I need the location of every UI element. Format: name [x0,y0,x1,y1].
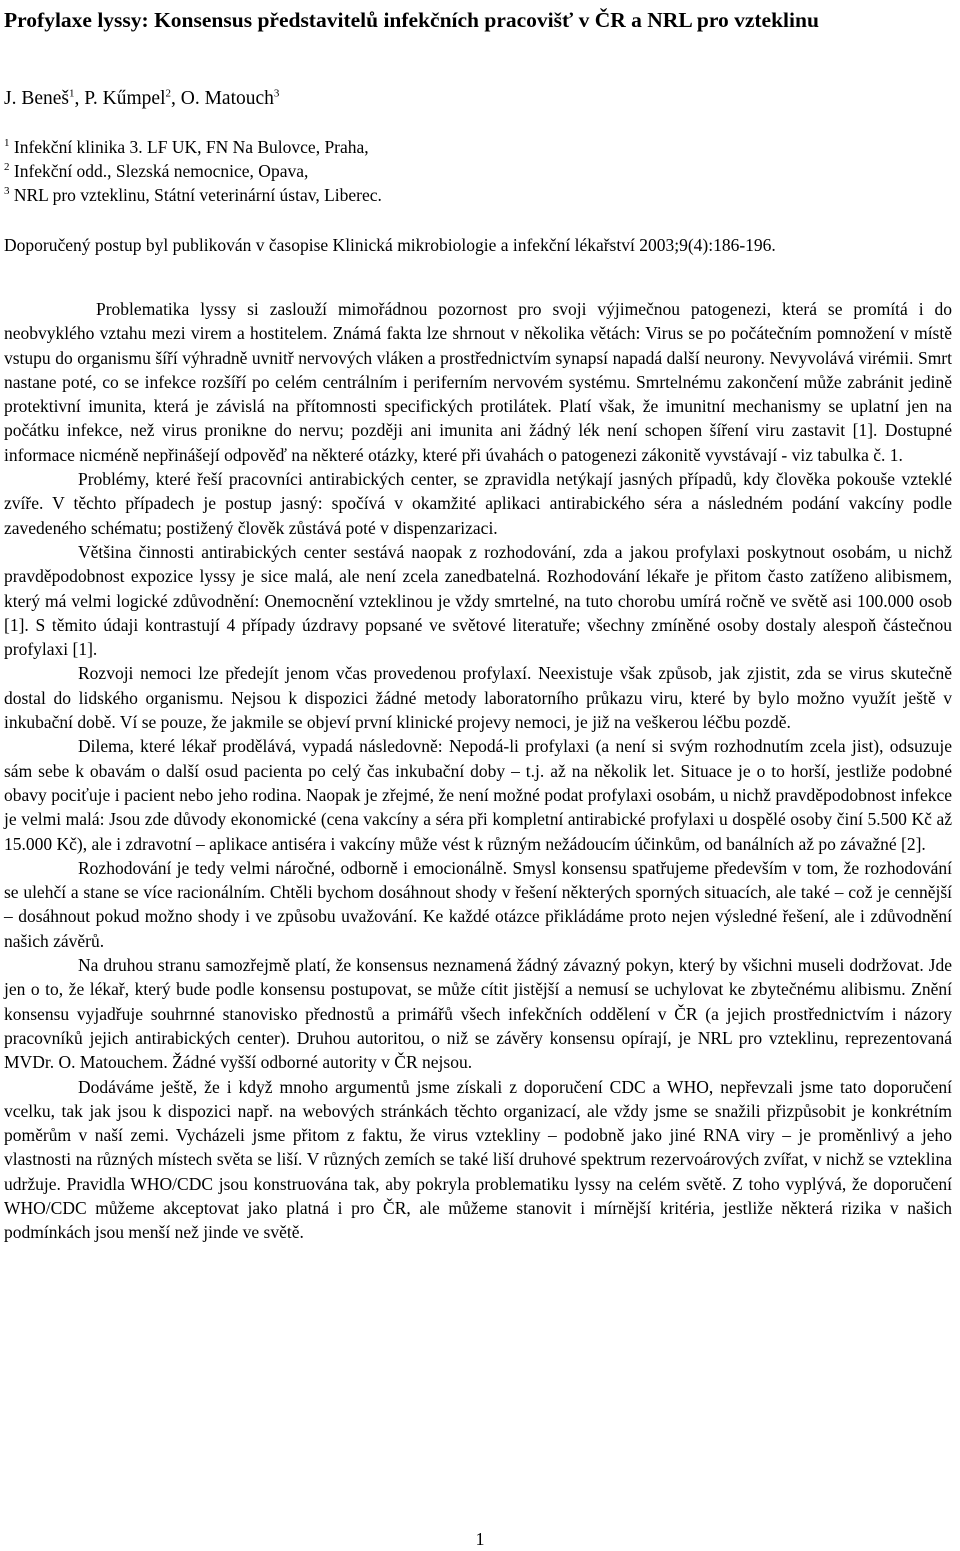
author-line [4,87,952,111]
author-separator: , [171,88,181,109]
affiliation-mark: 3 [4,185,10,198]
author-affiliation-mark: 3 [273,87,280,100]
affiliation-text: NRL pro vzteklinu, Státní veterinární ústav, Liberec. [13,185,382,205]
affiliation-text: Infekční klinika 3. LF UK, FN Na Bulovce, Praha, [13,137,369,157]
body-text [4,297,952,1245]
affiliation-mark: 1 [4,137,10,150]
affiliation-mark: 2 [4,161,10,174]
affiliation-list [4,135,952,207]
affiliation-item [4,159,952,183]
affiliation-text: Infekční odd., Slezská nemocnice, Opava, [13,161,309,181]
paragraph: Většina činnosti antirabických center sestává naopak z rozhodování, zda a jakou profylaxi poskytnout osobám, u nichž pravděpodobnost expozice lyssy je sice malá, ale není zcela zanedbatelná. Rozhodování lékaře je přitom často zatíženo alibismem, který má velmi logické zdůvodnění: Onemocnění vzteklinou je vždy smrtelné, na tuto chorobu umírá ročně ve světě asi 100.000 osob [1]. S těmito údaji kontrastují 4 případy úzdravy popsané ve světové literatuře; všechny zmíněné osoby dostaly alespoň částečnou profylaxi [1]. [4,541,952,660]
author-separator: , [74,88,85,109]
author-name: J. Beneš [4,88,69,109]
document-title: Profylaxe lyssy: Konsensus představitelů infekčních pracovišť v ČR a NRL pro vzteklinu [4,8,819,32]
affiliation-item [4,135,952,159]
paragraph: Rozvoji nemoci lze předejít jenom včas provedenou profylaxí. Neexistuje však způsob, jak zjistit, zda se virus skutečně dostal do lidského organismu. Nejsou k dispozici žádné metody laboratorního průkazu viru, které by bylo možno využít ještě v inkubační době. Ví se pouze, že jakmile se objeví první klinické projevy nemoci, je již na veškerou léčbu pozdě. [4,663,952,733]
paragraph: Na druhou stranu samozřejmě platí, že konsensus neznamená žádný závazný pokyn, který by všichni museli dodržovat. Jde jen o to, že lékař, který bude podle konsensu postupovat, se může cítit jistější a nemusí se uchylovat ke zbytečnému alibismu. Znění konsensu vyjadřuje souhrnné stanovisko přednostů a primářů všech infekčních oddělení v ČR (a jejich prostřednictvím i názory pracovníků jejich antirabických center). Druhou autoritou, o niž se závěry konsensu opírají, je NRL pro vzteklinu, reprezentovaná MVDr. O. Matouchem. Žádné vyšší odborné autority v ČR nejsou. [4,955,952,1073]
author-affiliation-mark: 2 [165,87,172,100]
author-name: P. Kűmpel [84,88,166,109]
paragraph: Problémy, které řeší pracovníci antirabických center, se zpravidla netýkají jasných případů, kdy člověka pokouše vzteklé zvíře. V těchto případech je postup jasný: spočívá v okamžité aplikaci antirabického séra a následném podání vakcíny podle zavedeného schématu; postižený člověk zůstává poté v dispenzarizaci. [4,469,952,538]
paragraph: Problematika lyssy si zaslouží mimořádnou pozornost pro svoji výjimečnou patogenezi, která se promítá i do neobvyklého vztahu mezi virem a hostitelem. Známá fakta lze shrnout v několika větách: Virus se po počátečním pomnožení v místě vstupu do organismu šíří výhradně uvnitř nervových vláken a prostřednictvím synapsí napadá další neurony. Nevyvolává virémii. Smrt nastane poté, co se infekce rozšíří po celém centrálním i periferním nervovém systému. Smrtelnému zakončení může zabránit jedině protektivní imunita, která je závislá na přítomnosti specifických protilátek. Platí však, že imunitní mechanismy se uplatní jen na počátku infekce, než virus pronikne do nervu; později ani imunita ani žádný lék není schopen šíření viru zastavit [1]. Dostupné informace nicméně nepřinášejí odpověď na některé otázky, které při úvahách o patogenezi zákonitě vyvstávají - viz tabulka č. 1. [4,299,952,465]
document-page [4,6,952,1245]
paragraph: Rozhodování je tedy velmi náročné, odborně i emocionálně. Smysl konsensu spatřujeme především v tom, že rozhodování se ulehčí a stane se více racionálním. Chtěli bychom dosáhnout shody v řešení některých sporných situacích, ale také – což je cennější – dosáhnout pokud možno shody i ve způsobu uvažování. Ke každé otázce přikládáme proto nejen výsledné řešení, ale i zdůvodnění našich závěrů. [4,857,952,951]
paragraph: Dilema, které lékař prodělává, vypadá následovně: Nepodá-li profylaxi (a není si svým rozhodnutím zcela jist), odsuzuje sám sebe k obavám o další osud pacienta po celý čas inkubační doby – t.j. až na několik let. Situace je o to horší, jestliže podobné obavy pociťuje i pacient nebo jeho rodina. Naopak je zřejmé, že není možné podat profylaxi osobám, u nichž pravděpodobnost infekce je velmi malá: Jsou zde důvody ekonomické (cena vakcíny a séra při kompletní antirabické profylaxi u dospělé osoby činí 5.500 Kč až 15.000 Kč), ale i zdravotní – aplikace antiséra i vakcíny může vést k různým nežádoucím účinkům, od banálních až po závažné [2]. [4,736,952,854]
author-name: O. Matouch [180,88,274,109]
affiliation-item [4,183,952,207]
publication-note: Doporučený postup byl publikován v časopise Klinická mikrobiologie a infekční lékařství 2003;9(4):186-196. [4,235,776,255]
author-affiliation-mark: 1 [69,87,75,100]
page-number: 1 [475,1529,485,1549]
paragraph: Dodáváme ještě, že i když mnoho argumentů jsme získali z doporučení CDC a WHO, nepřevzali jsme tato doporučení vcelku, tak jak jsou k dispozici např. na webových stránkách těchto organizací, ale vždy jsme se snažili přizpůsobit je konkrétním poměrům v naší zemi. Vycházeli jsme přitom z faktu, že virus vztekliny – podobně jako jiné RNA viry – je proměnlivý a jeho vlastnosti na různých místech světa se liší. V různých zemích se také liší druhové spektrum rezervoárových zvířat, v nichž se vzteklina udržuje. Pravidla WHO/CDC jsou konstruována tak, aby pokryla problematiku lyssy na celém světě. Z toho vyplývá, že doporučení WHO/CDC můžeme akceptovat jako platná i pro ČR, ale můžeme stanovit i mírnější kritéria, jestliže některá rizika v našich podmínkách jsou menší než jinde ve světě. [4,1076,952,1243]
